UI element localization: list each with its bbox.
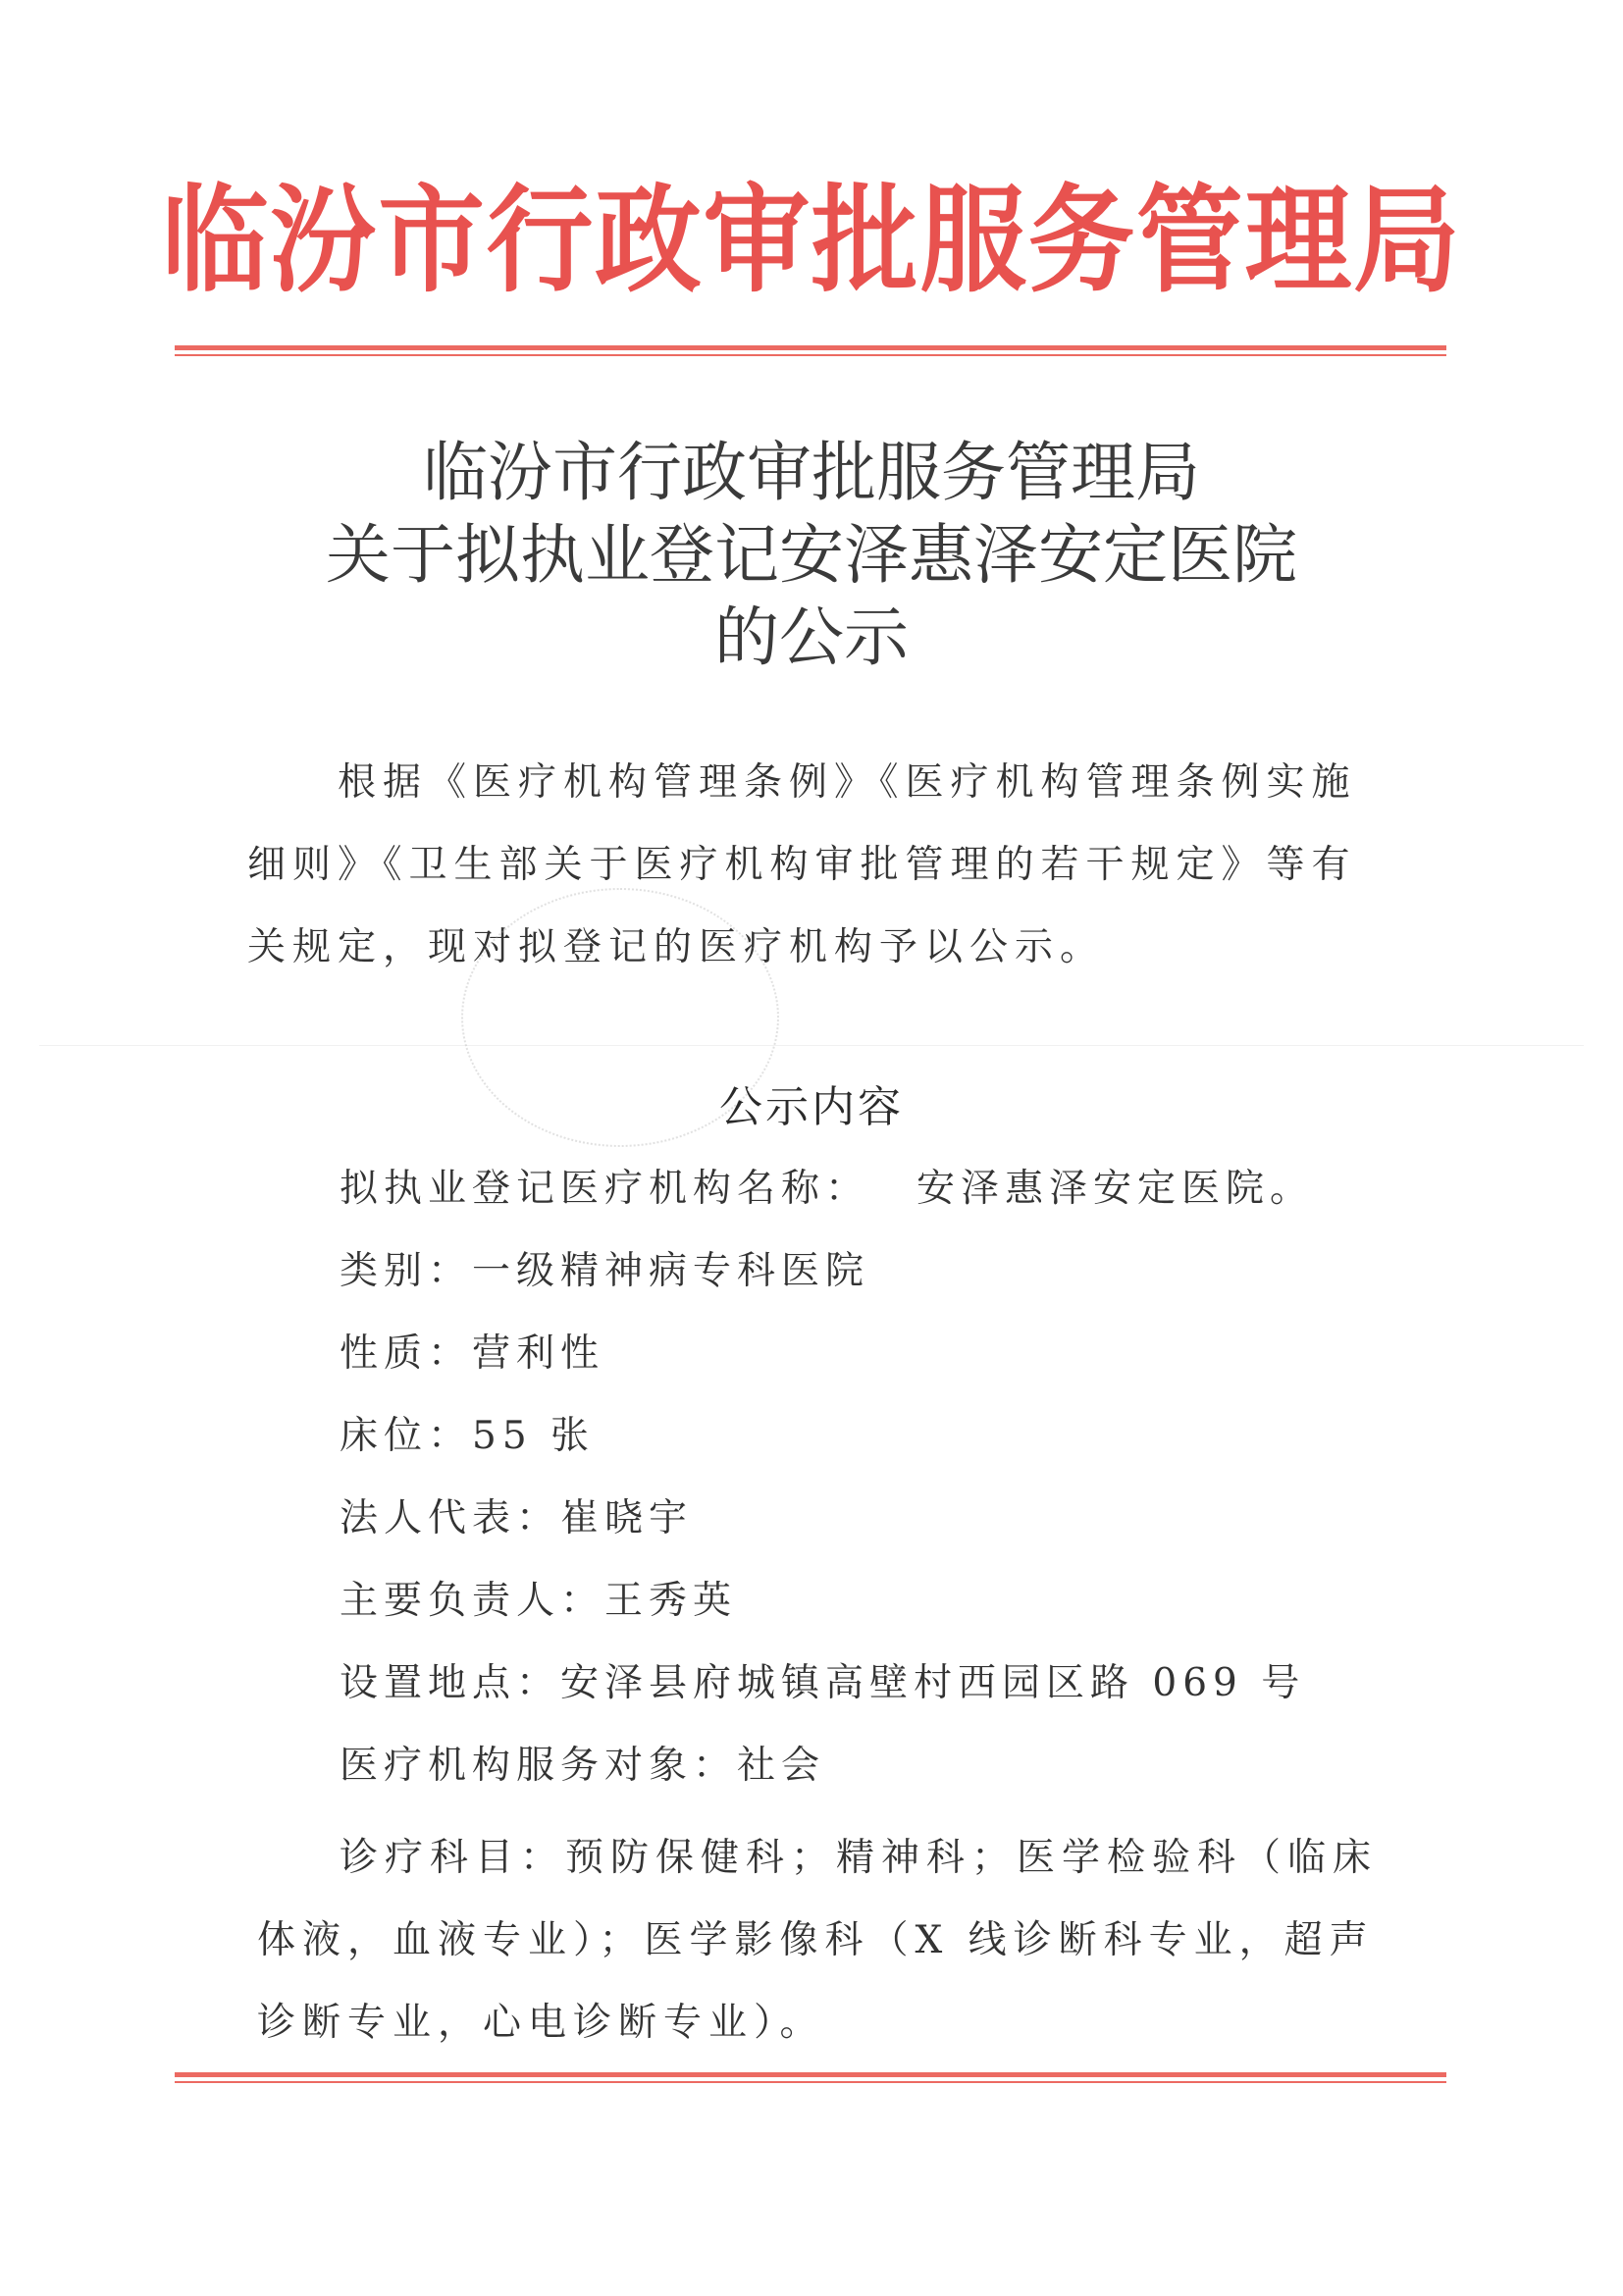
document-title-line-1: 临汾市行政审批服务管理局: [423, 435, 1200, 510]
legal-representative-line: 法人代表：崔晓宇: [340, 1496, 694, 1540]
institution-name-value: 安泽惠泽安定医院。: [916, 1167, 1315, 1211]
beds-line: 床位：55 张: [340, 1414, 596, 1458]
institution-name-line: [340, 1158, 1314, 1213]
footer-red-rule: [175, 2072, 1446, 2084]
nature-line: 性质：营利性: [340, 1331, 605, 1376]
letterhead-title: 临汾市行政审批服务管理局: [161, 172, 1462, 308]
scan-fold-line: [39, 1045, 1584, 1046]
address-line: 设置地点：安泽县府城镇高壁村西园区路 069 号: [340, 1661, 1306, 1705]
principal-line: 主要负责人：王秀英: [340, 1579, 738, 1623]
letterhead-red-rule: [175, 345, 1446, 357]
document-title-line-3: 的公示: [714, 600, 909, 675]
document-title-line-2: 关于拟执业登记安泽惠泽安定医院: [326, 517, 1297, 593]
section-heading: 公示内容: [719, 1082, 904, 1132]
intro-paragraph: 根据《医疗机构管理条例》《医疗机构管理条例实施细则》《卫生部关于医疗机构审批管理的若干规定》等有关规定，现对拟登记的医疗机构予以公示。: [247, 760, 1357, 969]
institution-name-label: 拟执业登记医疗机构名称：: [340, 1167, 870, 1211]
footer-rule-thin: [175, 2081, 1446, 2083]
category-line: 类别：一级精神病专科医院: [340, 1249, 870, 1293]
departments-paragraph: 诊疗科目：预防保健科；精神科；医学检验科（临床体液，血液专业）；医学影像科（X 线诊断科专业，超声诊断专业，心电诊断专业）。: [257, 1836, 1379, 2045]
red-rule-thin: [175, 354, 1446, 356]
service-target-line: 医疗机构服务对象：社会: [340, 1744, 826, 1788]
footer-rule-thick: [175, 2072, 1446, 2077]
red-rule-thick: [175, 345, 1446, 350]
